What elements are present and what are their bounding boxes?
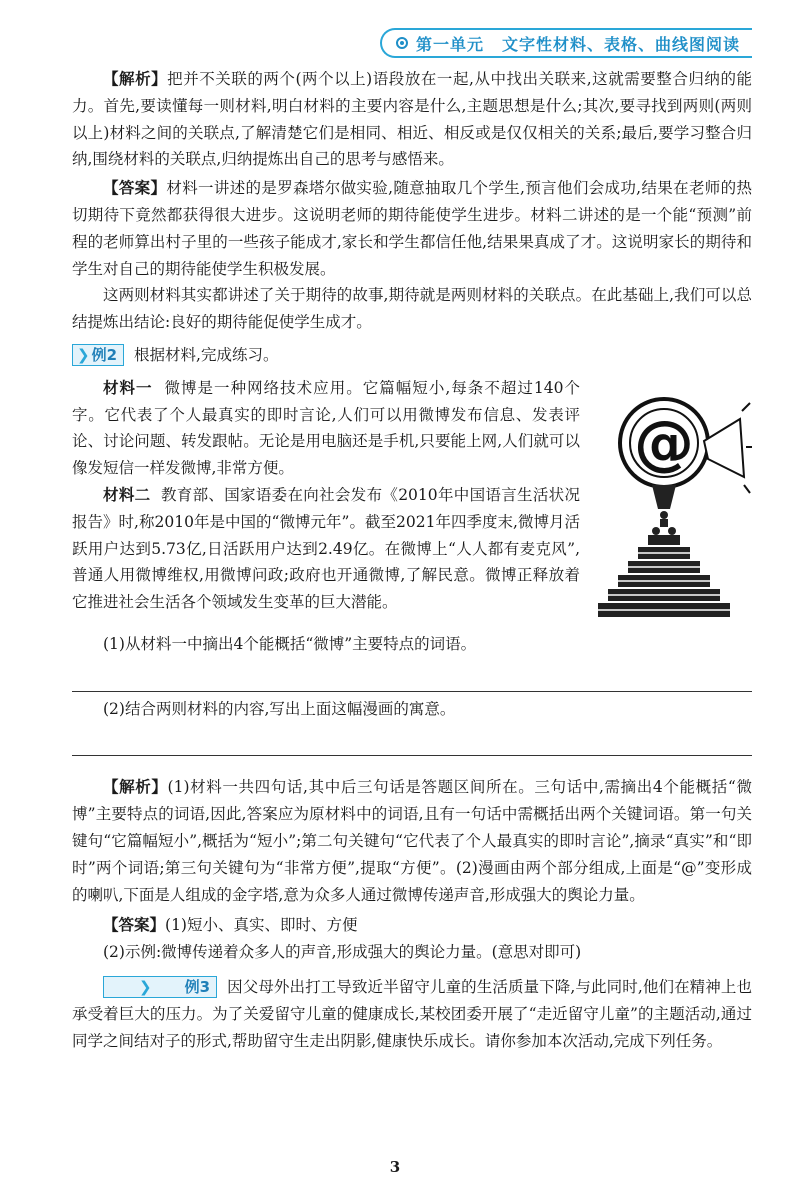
material-2-text: 教育部、国家语委在向社会发布《2010年中国语言生活状况报告》时,称2010年是中国的“微博元年”。截至2021年四季度末,微博月活跃用户达到5.73亿,日活跃用户达到2.49亿。在微博上“人人都有麦克风”,普通人用微博维权,用微博问政;政府也开通微博,了解民意。微博正释放着它推进社会生活各个领域发生变革的巨大潜能。 — [72, 485, 580, 612]
analysis-2 — [72, 774, 752, 908]
analysis-label: 【解析】 — [103, 70, 168, 88]
analysis-label: 【解析】 — [103, 778, 168, 797]
example-3-tag: ❯ 例3 — [103, 976, 217, 998]
analysis-1 — [72, 66, 752, 173]
materials-block — [72, 375, 752, 616]
analysis-text: 把并不关联的两个(两个以上)语段放在一起,从中找出关联来,这就需要整合归纳的能力。首先,要读懂每一则材料,明白材料的主要内容是什么,主题思想是什么;其次,要寻找到两则(两则以上)材料之间的关联点,了解清楚它们是相同、相近、相反或是仅仅相关的关系;最后,要学习整合归纳,围绕材料的关联点,归纳提炼出自己的思考与感悟来。 — [72, 70, 752, 169]
chevron-right-icon: ❯ — [139, 977, 152, 996]
human-pyramid-icon — [598, 511, 730, 617]
answer-2-part-1: (1)短小、真实、即时、方便 — [165, 916, 358, 935]
circle-dot-icon — [396, 37, 408, 49]
answer-2 — [72, 912, 752, 939]
question-1: (1)从材料一中摘出4个能概括“微博”主要特点的词语。 — [103, 634, 477, 653]
chevron-right-icon: ❯ — [77, 345, 90, 364]
page-number: 3 — [389, 1158, 401, 1176]
example-2-prompt: 根据材料,完成练习。 — [134, 345, 279, 364]
answer-1-cont: 这两则材料其实都讲述了关于期待的故事,期待就是两则材料的关联点。在此基础上,我们可以总结提炼出结论:良好的期待能促使学生成才。 — [72, 286, 752, 332]
analysis-text: (1)材料一共四句话,其中后三句话是答题区间所在。三句话中,需摘出4个能概括“微博”主要特点的词语,因此,答案应为原材料中的词语,且有一句话中需概括出两个关键词语。第一句关键句“它篇幅短小”,概括为“短小”;第二句关键句“它代表了个人最真实的即时言论”,摘录“真实”和“即时”两个词语;第三句关键句为“非常方便”,提取“方便”。(2)漫画由两个部分组成,上面是“@”变形成的喇叭,下面是人组成的金字塔,意为众多人通过微博传递声音,形成强大的舆论力量。 — [72, 778, 752, 904]
answer-line-1[interactable] — [72, 658, 752, 692]
example-2-tag: ❯ 例2 — [72, 344, 124, 366]
weibo-cartoon-illustration — [592, 381, 752, 631]
answer-label: 【答案】 — [103, 179, 167, 198]
at-sign-megaphone-icon — [620, 399, 752, 509]
page-content — [72, 66, 752, 1054]
answer-line-2[interactable] — [72, 722, 752, 756]
svg-text:@: @ — [634, 407, 694, 478]
material-1-text: 微博是一种网络技术应用。它篇幅短小,每条不超过140个字。它代表了个人最真实的即时言论,人们可以用微博发布信息、发表评论、讨论问题、转发跟帖。无论是用电脑还是手机,只要能上网,人们就可以像发短信一样发微博,非常方便。 — [72, 378, 581, 478]
answer-label: 【答案】 — [103, 916, 166, 935]
answer-text: 材料一讲述的是罗森塔尔做实验,随意抽取几个学生,预言他们会成功,结果在老师的热切期待下竟然都获得很大进步。这说明老师的期待能使学生进步。材料二讲述的是一个能“预测”前程的老师算出村子里的一些孩子能成才,家长和学生都信任他,结果果真成了才。这说明家长的期待和学生对自己的期待能使学生积极发展。 — [72, 179, 752, 278]
example-2-header — [72, 342, 752, 369]
example-3-text: 因父母外出打工导致近半留守儿童的生活质量下降,与此同时,他们在精神上也承受着巨大的压力。为了关爱留守儿童的健康成长,某校团委开展了“走近留守儿童”的主题活动,通过同学之间结对子的形式,帮助留守生走出阴影,健康快乐成长。请你参加本次活动,完成下列任务。 — [72, 977, 752, 1050]
material-1-label: 材料一 — [103, 378, 153, 397]
unit-header — [380, 28, 752, 58]
unit-label: 第一单元 — [416, 34, 485, 54]
question-2: (2)结合两则材料的内容,写出上面这幅漫画的寓意。 — [103, 699, 456, 718]
material-2-label: 材料二 — [103, 485, 151, 504]
example-3 — [72, 974, 752, 1054]
answer-1 — [72, 175, 752, 282]
answer-2-part-2: (2)示例:微博传递着众多人的声音,形成强大的舆论力量。(意思对即可) — [103, 943, 582, 962]
unit-topic: 文字性材料、表格、曲线图阅读 — [502, 34, 741, 54]
